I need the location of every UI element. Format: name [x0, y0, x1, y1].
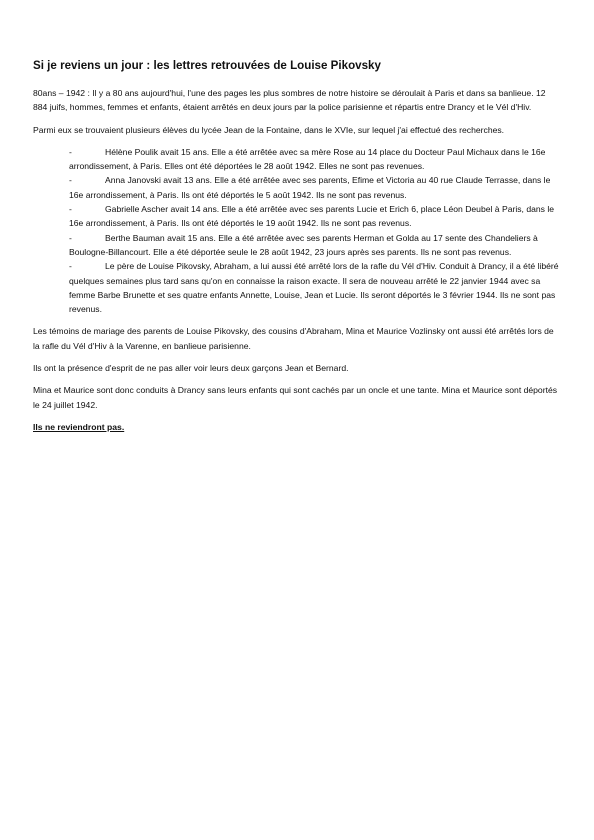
conclusion-text: Ils ne reviendront pas. [33, 421, 125, 432]
list-item-text: Gabrielle Ascher avait 14 ans. Elle a été arrêtée avec ses parents Lucie et Erich 6, place Léon Deubel à Paris, dans le 16e arrondissement, à Paris. Ils ont été déportés le 19 août 1942. Ils ne sont pas revenus. [69, 204, 555, 229]
list-item [33, 259, 561, 316]
list-dash: - [69, 175, 72, 186]
list-item-text: Le père de Louise Pikovsky, Abraham, a lui aussi été arrêté lors de la rafle du Vél d'Hiv. Conduit à Drancy, il a été libéré quelques semaines plus tard sans qu'on en connaisse la raison exacte. Il sera de nouveau arrêté le 22 janvier 1944 avec sa femme Barbe Brunette et ses quatre enfants Annette, Louise, Jean et Lucie. Ils seront déportés le 3 février 1944. Ils ne sont pas revenus. [69, 261, 559, 315]
presence-paragraph: Ils ont la présence d'esprit de ne pas aller voir leurs deux garçons Jean et Bernard. [33, 363, 349, 374]
list-dash: - [69, 146, 72, 157]
list-item [33, 231, 561, 260]
list-dash: - [69, 232, 72, 243]
students-list [33, 145, 561, 317]
list-item-text: Berthe Bauman avait 15 ans. Elle a été arrêtée avec ses parents Herman et Golda au 17 sente des Chandeliers à Boulogne-Billancourt. Elle a été déportée seule le 28 août 1942, 23 jours après ses parents. Ils ne sont pas revenus. [69, 232, 538, 257]
list-item [33, 173, 561, 202]
students-intro-paragraph: Parmi eux se trouvaient plusieurs élèves du lycée Jean de la Fontaine, dans le XVIe, sur lequel j'ai effectué des recherches. [33, 124, 505, 135]
witnesses-paragraph: Les témoins de mariage des parents de Louise Pikovsky, des cousins d'Abraham, Mina et Maurice Vozlinsky ont aussi été arrêtés lors de la rafle du Vél d'Hiv à la Varenne, en banlieue parisienne. [33, 326, 554, 351]
intro-paragraph: 80ans – 1942 : Il y a 80 ans aujourd'hui, l'une des pages les plus sombres de notre histoire se déroulait à Paris et dans sa banlieue. 12 884 juifs, hommes, femmes et enfants, étaient arrêtés en deux jours par la police parisienne et répartis entre Drancy et le Vél d'Hiv. [33, 88, 546, 113]
list-item [33, 202, 561, 231]
document-title: Si je reviens un jour : les lettres retrouvées de Louise Pikovsky [33, 59, 381, 72]
list-dash: - [69, 261, 72, 272]
drancy-paragraph: Mina et Maurice sont donc conduits à Drancy sans leurs enfants qui sont cachés par un oncle et une tante. Mina et Maurice sont déportés le 24 juillet 1942. [33, 385, 558, 410]
list-item-text: Hélène Poulik avait 15 ans. Elle a été arrêtée avec sa mère Rose au 14 place du Docteur Paul Michaux dans le 16e arrondissement, à Paris. Elles ont été déportées le 28 août 1942. Elles ne sont pas revenues. [69, 146, 546, 172]
list-item [33, 145, 561, 174]
list-dash: - [69, 204, 72, 215]
document-page [33, 58, 561, 434]
list-item-text: Anna Janovski avait 13 ans. Elle a été arrêtée avec ses parents, Efime et Victoria au 40 rue Claude Terrasse, dans le 16e arrondissement, à Paris. Ils ont été déportés le 5 août 1942. Ils ne sont pas revenus. [69, 175, 551, 200]
